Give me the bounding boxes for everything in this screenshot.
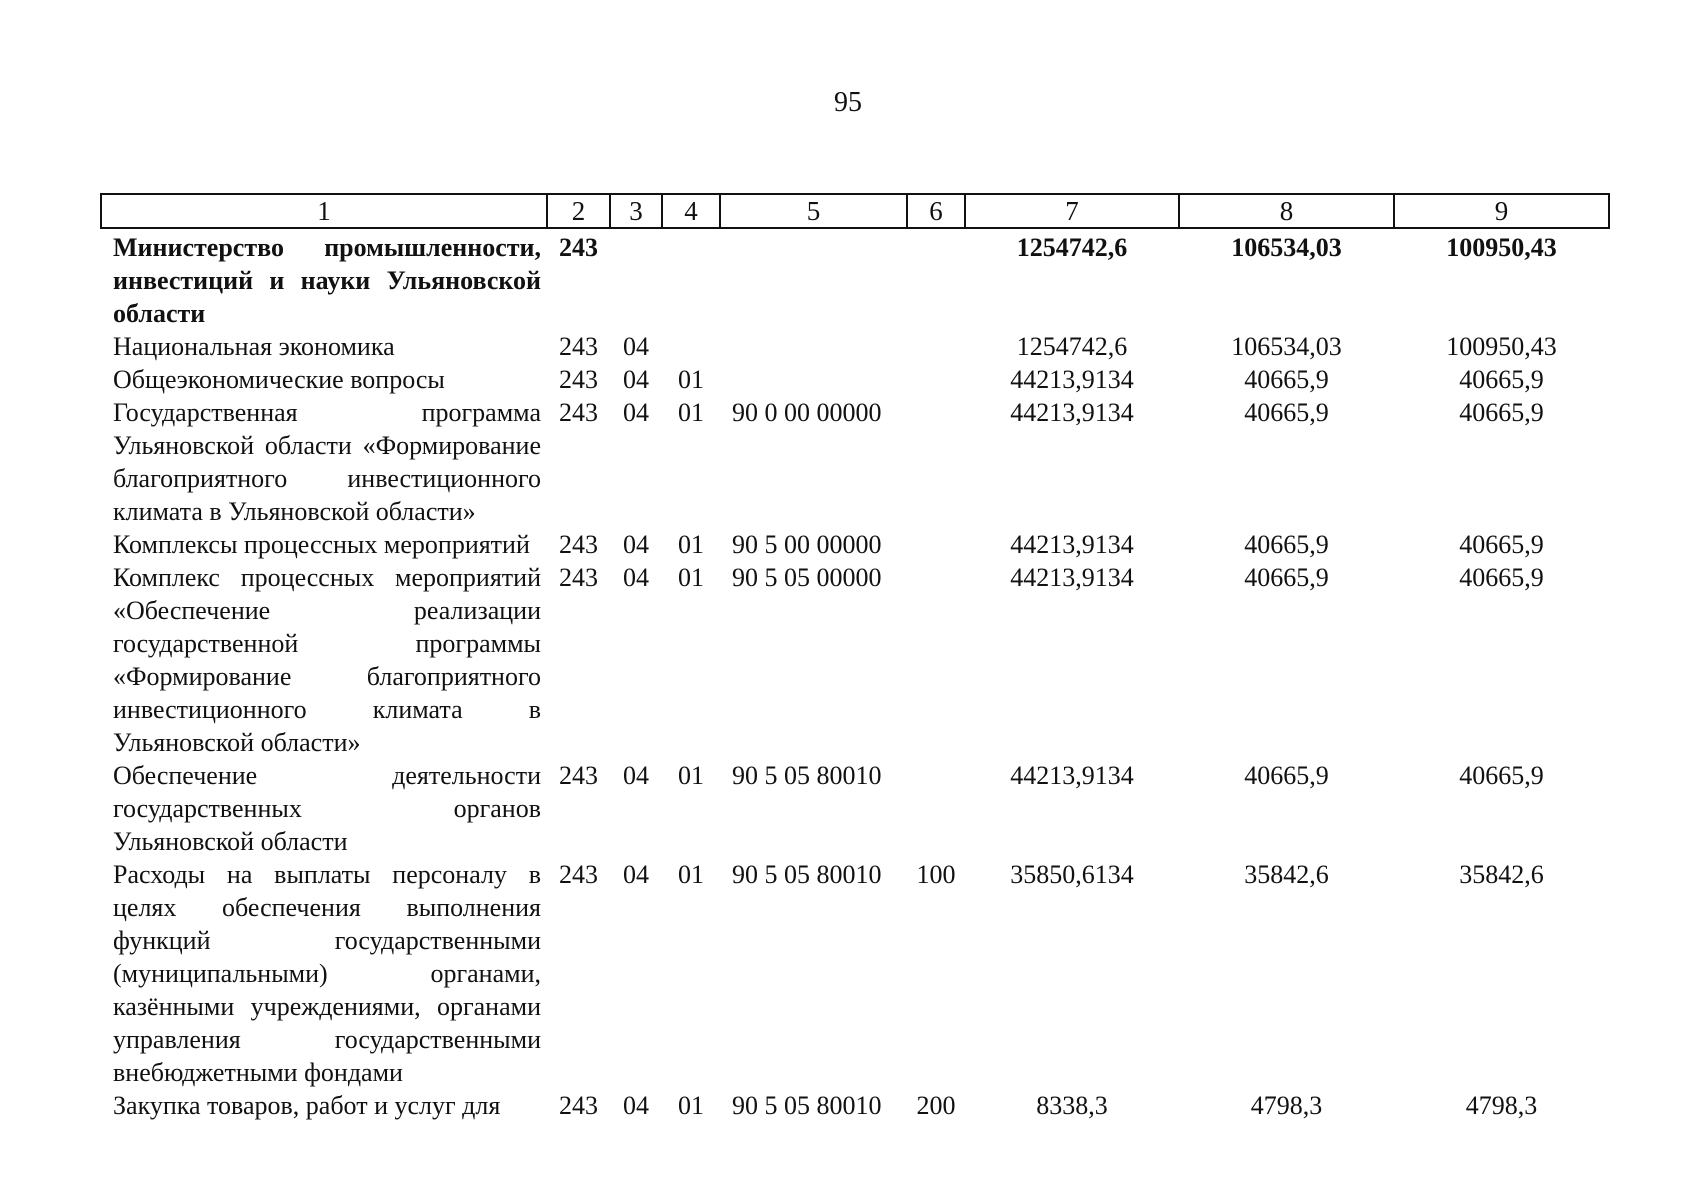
row-code-section: 04	[623, 332, 649, 361]
row-name: Расходы на выплаты персоналу в целях обеспечения выполнения функций государственными (муниципальными) органами, казёнными учреждениями, органами управления государственными внебюджетными фондами	[113, 860, 541, 1087]
row-code-section: 04	[623, 761, 649, 790]
row-value-col9: 4798,3	[1465, 1091, 1538, 1120]
row-value-col8: 40665,9	[1244, 365, 1329, 394]
row-value-col9: 40665,9	[1459, 761, 1544, 790]
row-code-expense-type	[907, 528, 965, 561]
row-code-expense-type	[907, 561, 965, 759]
row-value-col8: 4798,3	[1250, 1091, 1323, 1120]
row-name: Закупка товаров, работ и услуг для	[113, 1091, 501, 1120]
row-value-col7: 44213,9134	[1010, 563, 1134, 592]
row-value-col7: 1254742,6	[1016, 233, 1128, 262]
row-code-target	[720, 363, 907, 396]
table-header-row	[101, 194, 1609, 228]
table-row	[101, 561, 1609, 759]
row-code-target: 90 0 00 00000	[732, 398, 882, 427]
row-name: Государственная программа Ульяновской области «Формирование благоприятного инвестиционного климата в Ульяновской области»	[113, 398, 541, 526]
row-code-target: 90 5 05 80010	[732, 761, 882, 790]
row-value-col9: 100950,43	[1446, 332, 1557, 361]
row-code-section: 04	[623, 365, 649, 394]
row-name: Комплекс процессных мероприятий «Обеспечение реализации государственной программы «Формирование благоприятного инвестиционного климата в Ульяновской области»	[113, 563, 541, 757]
row-code-ministry: 243	[559, 860, 598, 889]
column-header-6: 6	[907, 194, 965, 228]
row-code-subsection: 01	[678, 365, 704, 394]
row-code-ministry: 243	[559, 233, 598, 262]
row-value-col7: 44213,9134	[1010, 365, 1134, 394]
row-value-col9: 100950,43	[1446, 233, 1557, 262]
row-code-ministry: 243	[559, 398, 598, 427]
row-name: Национальная экономика	[113, 332, 395, 361]
row-code-section	[610, 231, 662, 330]
row-code-target	[720, 330, 907, 363]
row-name: Комплексы процессных мероприятий	[113, 530, 530, 559]
table-row	[101, 396, 1609, 528]
table-row	[101, 330, 1609, 363]
column-header-8: 8	[1179, 194, 1394, 228]
column-header-7: 7	[965, 194, 1179, 228]
row-code-expense-type	[907, 330, 965, 363]
row-code-ministry: 243	[559, 1091, 598, 1120]
column-header-9: 9	[1394, 194, 1609, 228]
column-header-3: 3	[610, 194, 662, 228]
row-code-ministry: 243	[559, 332, 598, 361]
row-code-section: 04	[623, 530, 649, 559]
row-code-section: 04	[623, 1091, 649, 1120]
row-value-col9: 40665,9	[1459, 530, 1544, 559]
budget-table	[100, 193, 1610, 1122]
row-code-target: 90 5 00 00000	[732, 530, 882, 559]
column-header-1: 1	[101, 194, 547, 228]
row-value-col7: 35850,6134	[1010, 860, 1134, 889]
column-header-2: 2	[547, 194, 610, 228]
row-code-subsection: 01	[678, 563, 704, 592]
row-code-ministry: 243	[559, 530, 598, 559]
row-value-col8: 35842,6	[1244, 860, 1329, 889]
row-code-target: 90 5 05 80010	[732, 860, 882, 889]
row-code-section: 04	[623, 398, 649, 427]
row-name: Министерство промышленности, инвестиций и науки Ульяновской области	[113, 233, 541, 328]
row-value-col9: 40665,9	[1459, 365, 1544, 394]
column-header-4: 4	[662, 194, 720, 228]
row-value-col7: 1254742,6	[1016, 332, 1128, 361]
row-code-expense-type: 200	[916, 1091, 956, 1120]
row-code-subsection: 01	[678, 860, 704, 889]
row-value-col8: 40665,9	[1244, 398, 1329, 427]
row-code-subsection: 01	[678, 398, 704, 427]
row-name: Обеспечение деятельности государственных органов Ульяновской области	[113, 761, 541, 856]
page-number: 95	[834, 87, 862, 118]
row-value-col9: 40665,9	[1459, 563, 1544, 592]
row-code-expense-type	[907, 396, 965, 528]
table-row	[101, 528, 1609, 561]
row-code-expense-type	[907, 363, 965, 396]
row-code-ministry: 243	[559, 563, 598, 592]
row-value-col8: 106534,03	[1231, 332, 1342, 361]
column-header-5: 5	[720, 194, 907, 228]
row-value-col9: 40665,9	[1459, 398, 1544, 427]
row-code-subsection: 01	[678, 530, 704, 559]
row-value-col7: 44213,9134	[1010, 530, 1134, 559]
table-row	[101, 231, 1609, 330]
row-code-subsection	[662, 231, 720, 330]
row-code-subsection: 01	[678, 1091, 704, 1120]
table-row	[101, 1089, 1609, 1122]
row-value-col9: 35842,6	[1459, 860, 1544, 889]
row-value-col8: 40665,9	[1244, 563, 1329, 592]
row-value-col8: 40665,9	[1244, 761, 1329, 790]
row-value-col7: 44213,9134	[1010, 398, 1134, 427]
row-code-ministry: 243	[559, 365, 598, 394]
row-code-section: 04	[623, 860, 649, 889]
row-code-subsection: 01	[678, 761, 704, 790]
row-value-col8: 40665,9	[1244, 530, 1329, 559]
row-code-target	[720, 231, 907, 330]
row-code-expense-type	[907, 231, 965, 330]
row-code-target: 90 5 05 00000	[732, 563, 882, 592]
row-name: Общеэкономические вопросы	[113, 365, 445, 394]
row-code-subsection	[662, 330, 720, 363]
table-row	[101, 363, 1609, 396]
row-code-expense-type	[907, 759, 965, 858]
row-code-expense-type: 100	[916, 860, 956, 889]
row-code-target: 90 5 05 80010	[732, 1091, 882, 1120]
row-value-col8: 106534,03	[1231, 233, 1342, 262]
table-row	[101, 759, 1609, 858]
row-value-col7: 8338,3	[1036, 1091, 1108, 1120]
row-code-section: 04	[623, 563, 649, 592]
row-code-ministry: 243	[559, 761, 598, 790]
table-row	[101, 858, 1609, 1089]
row-value-col7: 44213,9134	[1010, 761, 1134, 790]
